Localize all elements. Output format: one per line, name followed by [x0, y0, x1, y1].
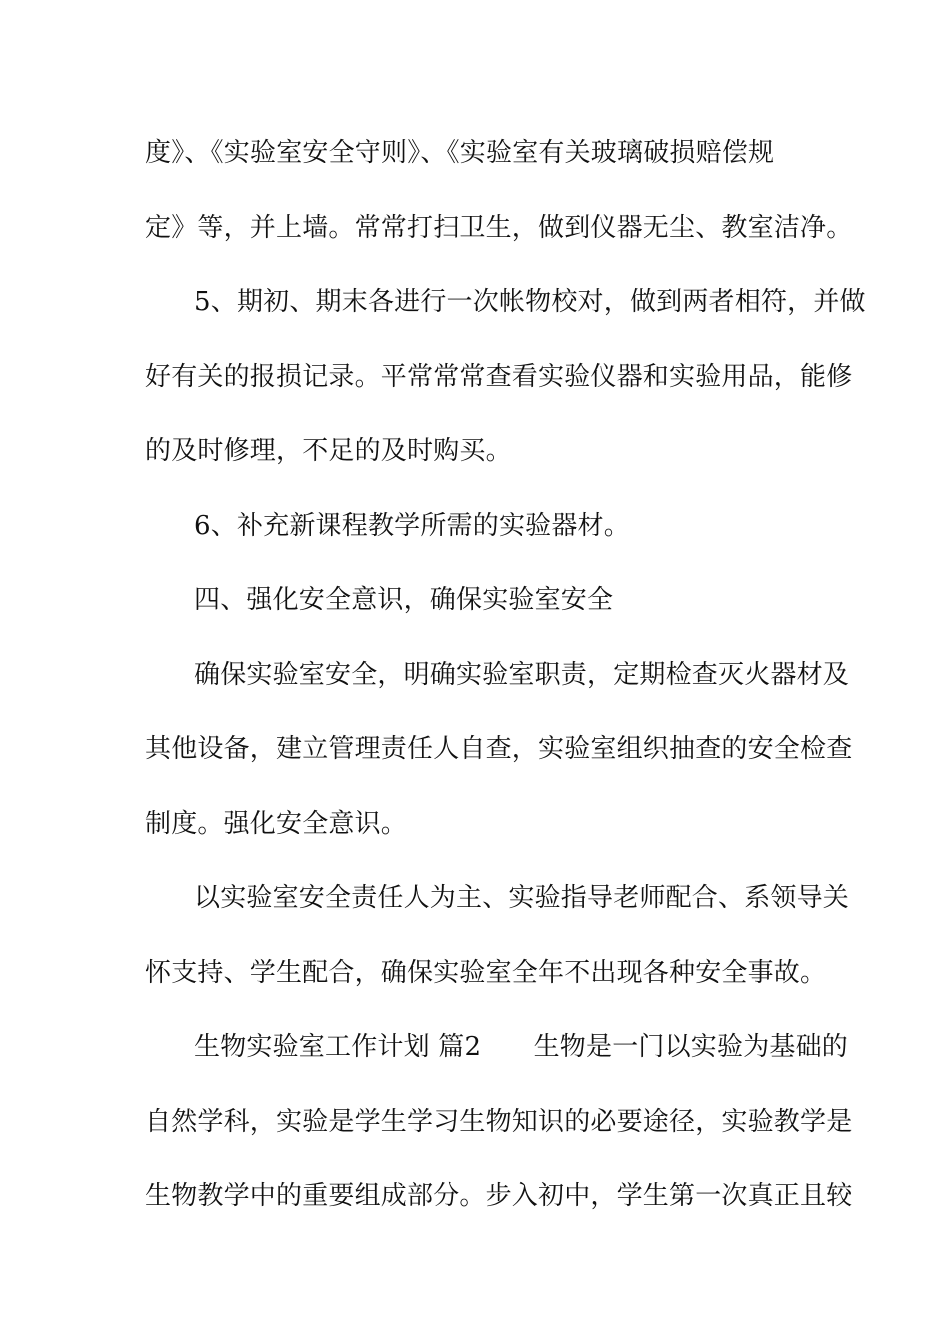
text-line: 以实验室安全责任人为主、实验指导老师配合、系领导关 — [194, 883, 850, 913]
text-line: 确保实验室安全，明确实验室职责，定期检查灭火器材及 — [194, 659, 850, 690]
body-text — [145, 131, 866, 1249]
text-line: 度》、《实验室安全守则》、《实验室有关玻璃破损赔偿规 — [145, 138, 775, 168]
text-line: 定》等，并上墙。常常打扫卫生，做到仪器无尘、教室洁净。 — [145, 212, 853, 243]
section-heading: 四、强化安全意识，确保实验室安全 — [194, 585, 614, 615]
text-line: 制度。强化安全意识。 — [145, 808, 408, 839]
text-line: 6、补充新课程教学所需的实验器材。 — [194, 510, 630, 541]
text-line: 生物教学中的重要组成部分。步入初中，学生第一次真正且较 — [145, 1181, 853, 1211]
text-line: 其他设备，建立管理责任人自查，实验室组织抽查的安全检查 — [145, 734, 853, 764]
text-line: 怀支持、学生配合，确保实验室全年不出现各种安全事故。 — [145, 957, 827, 988]
text-line: 自然学科，实验是学生学习生物知识的必要途径，实验教学是 — [145, 1106, 853, 1137]
text-line: 生物实验室工作计划 篇2 生物是一门以实验为基础的 — [194, 1032, 849, 1062]
text-line: 5、期初、期末各进行一次帐物校对，做到两者相符，并做 — [194, 287, 866, 317]
text-line: 的及时修理，不足的及时购买。 — [145, 436, 512, 466]
text-line: 好有关的报损记录。平常常常查看实验仪器和实验用品，能修 — [145, 361, 853, 392]
